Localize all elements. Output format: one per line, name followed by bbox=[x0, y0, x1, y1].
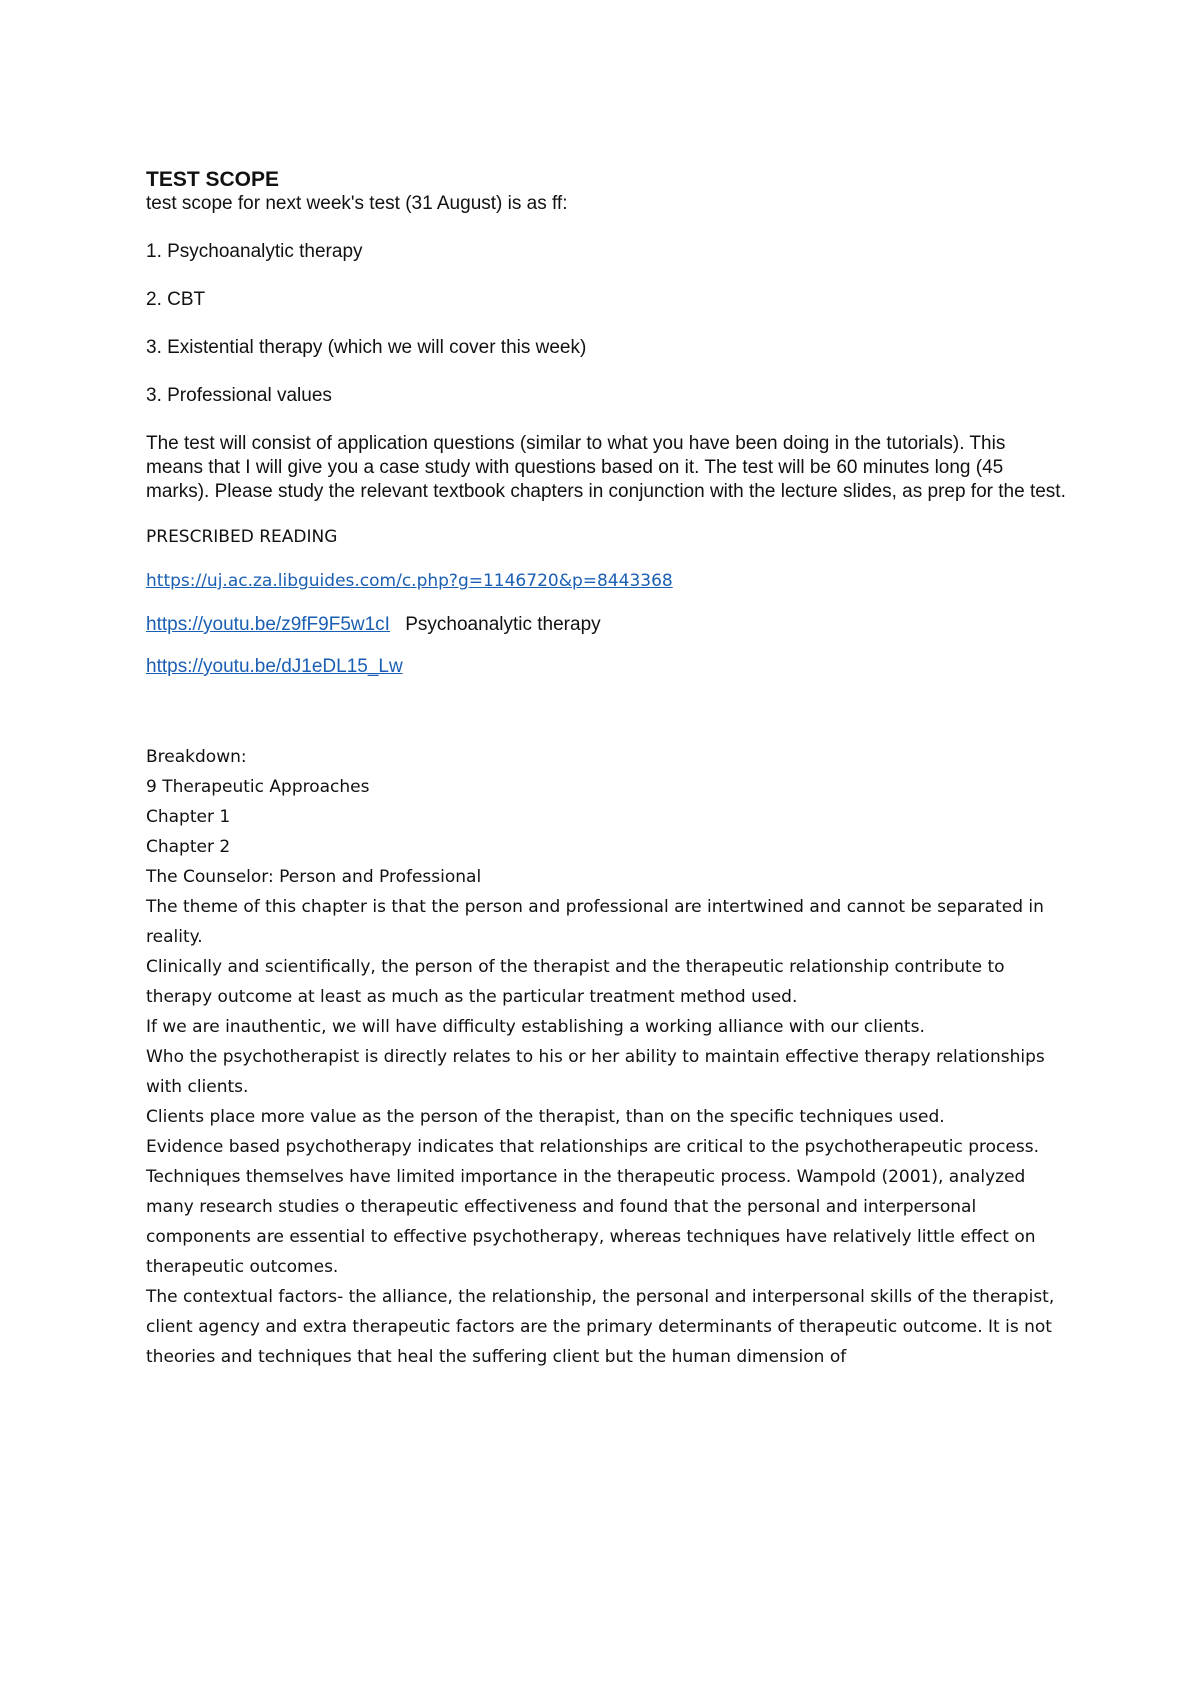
link-description: Psychoanalytic therapy bbox=[405, 614, 601, 635]
prescribed-reading-heading: PRESCRIBED READING bbox=[146, 527, 338, 547]
body-paragraph: Clinically and scientifically, the person of the therapist and the therapeutic relationship contribute to therapy outcome at least as much as the particular treatment method used. bbox=[146, 957, 1005, 1007]
list-item: 2. CBT bbox=[146, 289, 206, 310]
body-paragraph: Evidence based psychotherapy indicates that relationships are critical to the psychotherapeutic process. Techniques themselves have limited importance in the therapeutic process. Wampold (2001), analyzed many research studies o therapeutic effectiveness and found that the personal and interpersonal components are essential to effective psychotherapy, whereas techniques have relatively little effect on therapeutic outcomes. bbox=[146, 1137, 1039, 1277]
youtube-link-2[interactable]: https://youtu.be/dJ1eDL15_Lw bbox=[146, 656, 403, 677]
body-paragraph: The contextual factors- the alliance, the relationship, the personal and interpersonal skills of the therapist, client agency and extra therapeutic factors are the primary determinants of therapeutic outcome. It is not theories and techniques that heal the suffering client but the human dimension of bbox=[146, 1287, 1055, 1367]
approaches-label: 9 Therapeutic Approaches bbox=[146, 777, 370, 797]
intro-text: test scope for next week's test (31 August) is as ff: bbox=[146, 193, 568, 214]
test-description: The test will consist of application questions (similar to what you have been doing in the tutorials). This means that I will give you a case study with questions based on it. The test will be 60 minutes long (45 marks). Please study the relevant textbook chapters in conjunction with the lecture slides, as prep for the test. bbox=[146, 433, 1066, 502]
breakdown-label: Breakdown: bbox=[146, 747, 247, 767]
youtube-link-psychoanalytic[interactable]: https://youtu.be/z9fF9F5w1cI bbox=[146, 614, 390, 635]
body-paragraph: Clients place more value as the person of the therapist, than on the specific techniques used. bbox=[146, 1107, 945, 1127]
body-paragraph: Who the psychotherapist is directly relates to his or her ability to maintain effective therapy relationships with clients. bbox=[146, 1047, 1045, 1097]
list-item: 3. Existential therapy (which we will cover this week) bbox=[146, 337, 587, 358]
libguides-link[interactable]: https://uj.ac.za.libguides.com/c.php?g=1146720&p=8443368 bbox=[146, 571, 673, 591]
body-paragraph: If we are inauthentic, we will have difficulty establishing a working alliance with our clients. bbox=[146, 1017, 925, 1037]
list-item: 1. Psychoanalytic therapy bbox=[146, 241, 363, 262]
chapter-1-label: Chapter 1 bbox=[146, 807, 231, 827]
list-item: 3. Professional values bbox=[146, 385, 332, 406]
chapter-2-label: Chapter 2 bbox=[146, 837, 231, 857]
document-body bbox=[146, 168, 1066, 1372]
document-title: TEST SCOPE bbox=[146, 168, 280, 191]
chapter-title: The Counselor: Person and Professional bbox=[146, 867, 482, 887]
body-paragraph: The theme of this chapter is that the person and professional are intertwined and cannot be separated in reality. bbox=[146, 897, 1044, 947]
